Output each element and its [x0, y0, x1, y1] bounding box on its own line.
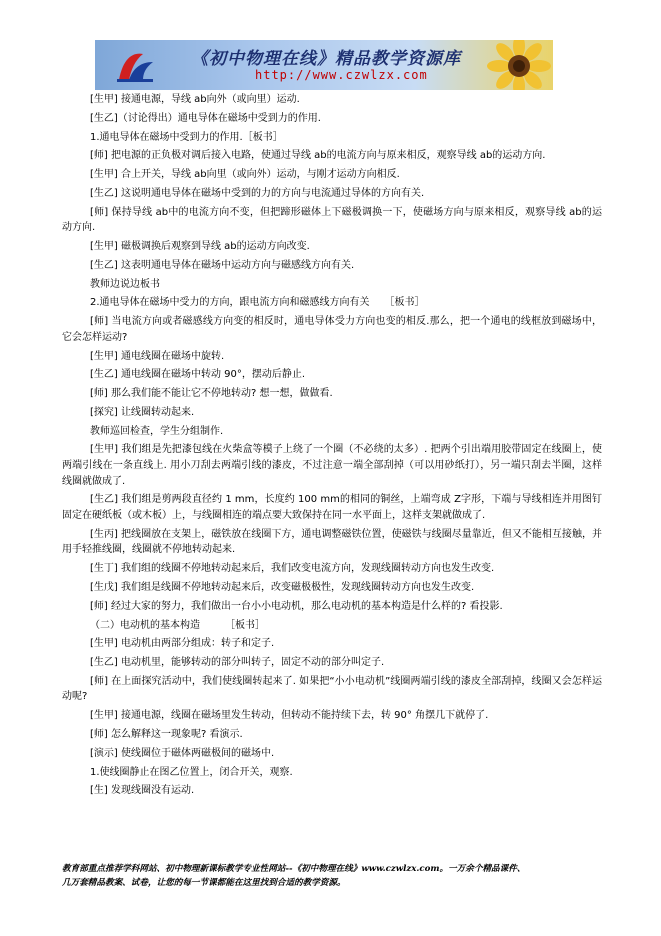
- document-body: [62, 92, 602, 802]
- paragraph: 1.使线圈静止在图乙位置上，闭合开关，观察.: [90, 766, 293, 778]
- paragraph: [探究] 让线圈转动起来.: [90, 406, 195, 418]
- paragraph: [师] 当电流方向或者磁感线方向变的相反时，通电导体受力方向也变的相反.那么，把一个通电的线框放到磁场中，它会怎样运动?: [62, 316, 602, 343]
- paragraph: 2.通电导体在磁场中受力的方向，跟电流方向和磁感线方向有关 ［板书］: [90, 297, 425, 309]
- paragraph: [师] 经过大家的努力，我们做出一台小小电动机，那么电动机的基本构造是什么样的? 看投影.: [90, 600, 503, 612]
- logo-icon: [113, 48, 157, 84]
- paragraph: [生甲] 我们组是先把漆包线在火柴盒等模子上绕了一个圈（不必绕的太多）. 把两个引出端用胶带固定在线圈上，使两端引线在一条直线上. 用小刀刮去两端引线的漆皮，不过注意一端全部刮掉（可以用砂纸打），另一端只刮去半圈，这样线圈就做成了.: [62, 444, 602, 487]
- paragraph: [师] 在上面探究活动中，我们使线圈转起来了. 如果把“小小电动机”线圈两端引线的漆皮全部刮掉，线圈又会怎样运动呢?: [62, 675, 602, 703]
- paragraph: [师] 保持导线 ab中的电流方向不变，但把蹄形磁体上下磁极调换一下，使磁场方向与原来相反，观察导线 ab的运动方向.: [62, 206, 602, 234]
- paragraph: [生乙]（讨论得出）通电导体在磁场中受到力的作用.: [90, 112, 321, 124]
- paragraph: [生乙] 我们组是剪两段直径约 1 mm，长度约 100 mm的相同的铜丝，上端弯成 Z字形，下端与导线相连并用图钉固定在硬纸板（或木板）上，与线圈相连的端点要大致保持在同一水平面上，这样支架就做成了.: [62, 494, 602, 522]
- paragraph: 教师边说边板书: [90, 278, 160, 290]
- paragraph: 1.通电导体在磁场中受到力的作用.［板书］: [90, 131, 283, 143]
- paragraph: [生乙] 电动机里，能够转动的部分叫转子，固定不动的部分叫定子.: [90, 657, 385, 669]
- paragraph: [生丙] 把线圈放在支架上，磁铁放在线圈下方，通电调整磁铁位置，使磁铁与线圈尽量靠近，但又不能相互接触，并用手轻推线圈，线圈就不停地转动起来.: [62, 528, 602, 556]
- paragraph: [师] 把电源的正负极对调后接入电路，使通过导线 ab的电流方向与原来相反，观察导线 ab的运动方向.: [90, 150, 546, 162]
- paragraph: [演示] 使线圈位于磁体两磁极间的磁场中.: [90, 747, 275, 759]
- paragraph: [生甲] 磁极调换后观察到导线 ab的运动方向改变.: [90, 241, 310, 253]
- footer-line-1: 教育部重点推荐学科网站、初中物理新课标教学专业性网站--《初中物理在线》www.czwlzx.com。一万余个精品课件、: [62, 864, 526, 874]
- sunflower-icon: [479, 40, 553, 90]
- header-banner: [95, 40, 553, 90]
- paragraph: [生甲] 合上开关，导线 ab向里（或向外）运动，与刚才运动方向相反.: [90, 169, 400, 181]
- paragraph: 教师巡回检查，学生分组制作.: [90, 425, 224, 437]
- paragraph: [生甲] 接通电源，线圈在磁场里发生转动，但转动不能持续下去，转 90° 角摆几下就停了.: [90, 710, 489, 722]
- page-footer: [62, 862, 622, 890]
- banner-title: 《初中物理在线》精品教学资源库: [191, 49, 461, 69]
- paragraph: （二）电动机的基本构造 ［板书］: [90, 619, 265, 631]
- paragraph: [生乙] 这表明通电导体在磁场中运动方向与磁感线方向有关.: [90, 259, 355, 271]
- paragraph: [师] 那么我们能不能让它不停地转动? 想一想，做做看.: [90, 388, 333, 400]
- banner-url: http://www.czwlzx.com: [255, 68, 428, 82]
- paragraph: [生甲] 通电线圈在磁场中旋转.: [90, 350, 225, 362]
- paragraph: [生] 发现线圈没有运动.: [90, 785, 195, 797]
- paragraph: [生甲] 电动机由两部分组成：转子和定子.: [90, 638, 275, 650]
- paragraph: [生乙] 通电线圈在磁场中转动 90°，摆动后静止.: [90, 369, 306, 381]
- paragraph: [生乙] 这说明通电导体在磁场中受到的力的方向与电流通过导体的方向有关.: [90, 187, 425, 199]
- paragraph: [生丁] 我们组的线圈不停地转动起来后，我们改变电流方向，发现线圈转动方向也发生改变.: [90, 563, 495, 575]
- paragraph: [生戊] 我们组是线圈不停地转动起来后，改变磁极极性，发现线圈转动方向也发生改变.: [90, 581, 475, 593]
- footer-line-2: 几万套精品教案、试卷，让您的每一节课都能在这里找到合适的教学资源。: [62, 878, 346, 888]
- paragraph: [生甲] 接通电源，导线 ab向外（或向里）运动.: [90, 94, 300, 105]
- paragraph: [师] 怎么解释这一现象呢? 看演示.: [90, 729, 243, 741]
